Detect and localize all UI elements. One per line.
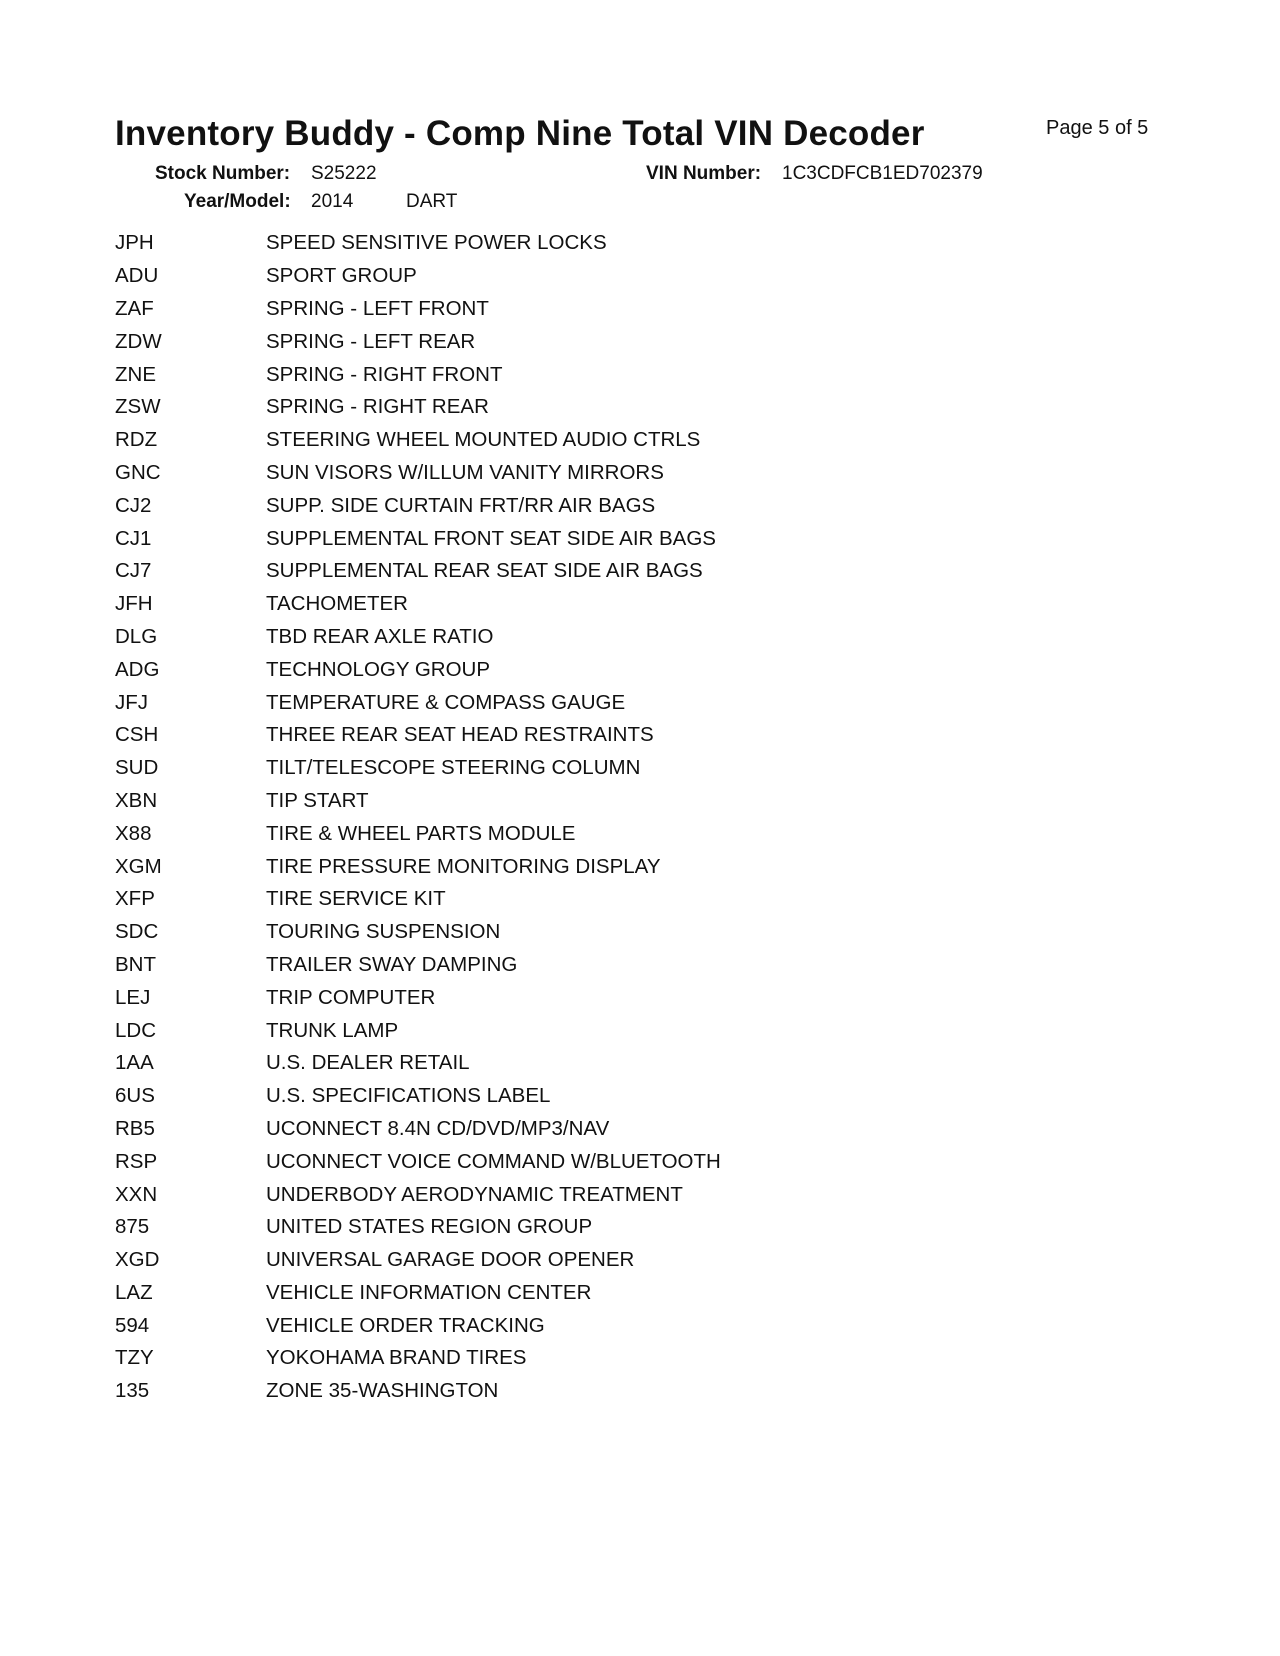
list-item xyxy=(115,850,915,883)
option-code: ZAF xyxy=(115,296,154,320)
option-code: 875 xyxy=(115,1215,150,1239)
option-code: 594 xyxy=(115,1313,150,1337)
list-item xyxy=(115,1277,915,1310)
option-description: TEMPERATURE & COMPASS GAUGE xyxy=(266,690,626,714)
option-code: TZY xyxy=(115,1346,154,1370)
list-item xyxy=(115,260,915,293)
option-code: JFJ xyxy=(115,690,149,714)
option-description: SPORT GROUP xyxy=(266,264,417,288)
list-item xyxy=(115,1145,915,1178)
option-code: LEJ xyxy=(115,985,151,1009)
option-code: DLG xyxy=(115,624,158,648)
option-description: TACHOMETER xyxy=(266,592,408,616)
list-item xyxy=(115,719,915,752)
option-code: ZDW xyxy=(115,329,162,353)
option-code: JFH xyxy=(115,592,153,616)
option-description: TRIP COMPUTER xyxy=(266,985,436,1009)
page-number: Page 5 of 5 xyxy=(1046,117,1149,139)
option-code: XGM xyxy=(115,854,162,878)
page-title: Inventory Buddy - Comp Nine Total VIN Decoder xyxy=(115,114,925,153)
option-code: RDZ xyxy=(115,428,158,452)
option-code: 135 xyxy=(115,1379,150,1403)
option-description: SUPPLEMENTAL FRONT SEAT SIDE AIR BAGS xyxy=(266,526,716,550)
list-item xyxy=(115,555,915,588)
option-description: VEHICLE INFORMATION CENTER xyxy=(266,1280,592,1304)
list-item xyxy=(115,457,915,490)
list-item xyxy=(115,686,915,719)
stock-number-label: Stock Number: xyxy=(155,163,291,184)
option-description: U.S. SPECIFICATIONS LABEL xyxy=(266,1084,551,1108)
option-code: XGD xyxy=(115,1248,160,1272)
list-item xyxy=(115,1014,915,1047)
option-description: SPRING - LEFT FRONT xyxy=(266,296,489,320)
list-item xyxy=(115,916,915,949)
year-value: 2014 xyxy=(311,191,354,212)
option-code: XFP xyxy=(115,887,155,911)
list-item xyxy=(115,358,915,391)
option-code: GNC xyxy=(115,460,161,484)
list-item xyxy=(115,1211,915,1244)
option-code: ZNE xyxy=(115,362,156,386)
option-description: TBD REAR AXLE RATIO xyxy=(266,624,494,648)
list-item xyxy=(115,1375,915,1408)
list-item xyxy=(115,1113,915,1146)
list-item xyxy=(115,424,915,457)
option-code: RB5 xyxy=(115,1116,155,1140)
list-item xyxy=(115,522,915,555)
option-description: SPRING - LEFT REAR xyxy=(266,329,476,353)
list-item xyxy=(115,1342,915,1375)
option-code: CSH xyxy=(115,723,159,747)
option-code: CJ2 xyxy=(115,493,152,517)
option-code: SDC xyxy=(115,920,159,944)
list-item xyxy=(115,653,915,686)
option-description: UCONNECT 8.4N CD/DVD/MP3/NAV xyxy=(266,1116,610,1140)
option-code: ADU xyxy=(115,264,159,288)
vin-number-value: 1C3CDFCB1ED702379 xyxy=(782,163,983,184)
option-description: SUPPLEMENTAL REAR SEAT SIDE AIR BAGS xyxy=(266,559,703,583)
option-code: XBN xyxy=(115,788,158,812)
option-code: 6US xyxy=(115,1084,155,1108)
option-code: JPH xyxy=(115,231,154,255)
option-code: X88 xyxy=(115,821,152,845)
option-description: SUPP. SIDE CURTAIN FRT/RR AIR BAGS xyxy=(266,493,656,517)
option-code: CJ7 xyxy=(115,559,152,583)
option-description: U.S. DEALER RETAIL xyxy=(266,1051,470,1075)
list-item xyxy=(115,1309,915,1342)
option-code: XXN xyxy=(115,1182,158,1206)
option-description: TIRE PRESSURE MONITORING DISPLAY xyxy=(266,854,661,878)
option-description: TRAILER SWAY DAMPING xyxy=(266,952,518,976)
option-description: TIP START xyxy=(266,788,369,812)
option-description: STEERING WHEEL MOUNTED AUDIO CTRLS xyxy=(266,428,701,452)
list-item xyxy=(115,621,915,654)
option-description: SPRING - RIGHT FRONT xyxy=(266,362,503,386)
option-description: TILT/TELESCOPE STEERING COLUMN xyxy=(266,756,641,780)
option-code: LDC xyxy=(115,1018,157,1042)
option-description: TECHNOLOGY GROUP xyxy=(266,657,491,681)
option-description: TIRE & WHEEL PARTS MODULE xyxy=(266,821,576,845)
list-item xyxy=(115,981,915,1014)
stock-number-value: S25222 xyxy=(311,163,377,184)
option-description: UNDERBODY AERODYNAMIC TREATMENT xyxy=(266,1182,683,1206)
option-code: LAZ xyxy=(115,1280,153,1304)
list-item xyxy=(115,1080,915,1113)
option-description: SPEED SENSITIVE POWER LOCKS xyxy=(266,231,607,255)
list-item xyxy=(115,883,915,916)
option-description: ZONE 35-WASHINGTON xyxy=(266,1379,499,1403)
option-code-list xyxy=(115,227,915,1408)
option-code: 1AA xyxy=(115,1051,154,1075)
list-item xyxy=(115,949,915,982)
option-description: UCONNECT VOICE COMMAND W/BLUETOOTH xyxy=(266,1149,721,1173)
list-item xyxy=(115,817,915,850)
list-item xyxy=(115,293,915,326)
list-item xyxy=(115,391,915,424)
list-item xyxy=(115,1178,915,1211)
option-description: UNITED STATES REGION GROUP xyxy=(266,1215,593,1239)
list-item xyxy=(115,752,915,785)
option-description: UNIVERSAL GARAGE DOOR OPENER xyxy=(266,1248,635,1272)
vin-number-label: VIN Number: xyxy=(646,163,762,184)
option-description: THREE REAR SEAT HEAD RESTRAINTS xyxy=(266,723,654,747)
list-item xyxy=(115,785,915,818)
year-model-label: Year/Model: xyxy=(184,191,291,212)
option-description: YOKOHAMA BRAND TIRES xyxy=(266,1346,527,1370)
option-code: ADG xyxy=(115,657,160,681)
option-code: SUD xyxy=(115,756,159,780)
list-item xyxy=(115,1047,915,1080)
option-description: VEHICLE ORDER TRACKING xyxy=(266,1313,545,1337)
option-description: SPRING - RIGHT REAR xyxy=(266,395,489,419)
option-code: RSP xyxy=(115,1149,158,1173)
list-item xyxy=(115,588,915,621)
option-description: TRUNK LAMP xyxy=(266,1018,399,1042)
list-item xyxy=(115,227,915,260)
option-description: TIRE SERVICE KIT xyxy=(266,887,446,911)
option-code: CJ1 xyxy=(115,526,152,550)
option-code: BNT xyxy=(115,952,156,976)
option-code: ZSW xyxy=(115,395,161,419)
list-item xyxy=(115,489,915,522)
model-value: DART xyxy=(406,191,458,212)
list-item xyxy=(115,325,915,358)
option-description: TOURING SUSPENSION xyxy=(266,920,501,944)
list-item xyxy=(115,1244,915,1277)
option-description: SUN VISORS W/ILLUM VANITY MIRRORS xyxy=(266,460,664,484)
